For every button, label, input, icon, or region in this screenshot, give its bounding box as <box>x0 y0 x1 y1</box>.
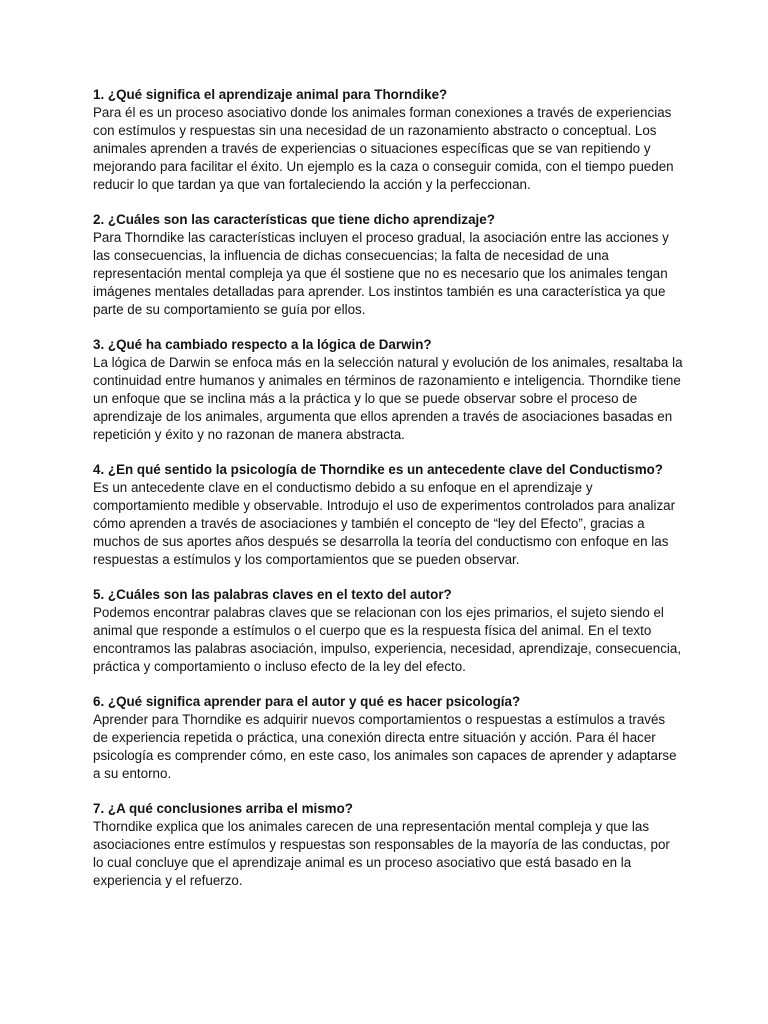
answer-2: Para Thorndike las características incluyen el proceso gradual, la asociación entre las acciones y las consecuencias, la influencia de dichas consecuencias; la falta de necesidad de una representación mental compleja ya que él sostiene que no es necesario que los animales tengan imágenes mentales detalladas para aprender. Los instintos también es una característica ya que parte de su comportamiento se guía por ellos. <box>93 230 669 317</box>
question-1: 1. ¿Qué significa el aprendizaje animal para Thorndike? <box>93 87 448 102</box>
question-6: 6. ¿Qué significa aprender para el autor y qué es hacer psicología? <box>93 694 521 709</box>
answer-1: Para él es un proceso asociativo donde los animales forman conexiones a través de experiencias con estímulos y respuestas sin una necesidad de un razonamiento abstracto o conceptual. Los animales aprenden a través de experiencias o situaciones específicas que se van repitiendo y mejorando para facilitar el éxito. Un ejemplo es la caza o conseguir comida, con el tiempo pueden reducir lo que tardan ya que van fortaleciendo la acción y la perfeccionan. <box>93 105 674 192</box>
qa-item-7 <box>93 800 683 890</box>
answer-5: Podemos encontrar palabras claves que se relacionan con los ejes primarios, el sujeto siendo el animal que responde a estímulos o el cuerpo que es la respuesta física del animal. En el texto encontramos las palabras asociación, impulso, experiencia, necesidad, aprendizaje, consecuencia, práctica y comportamiento o incluso efecto de la ley del efecto. <box>93 605 682 674</box>
qa-item-6 <box>93 693 683 783</box>
qa-item-2 <box>93 211 683 319</box>
document-body <box>93 86 683 907</box>
answer-4: Es un antecedente clave en el conductismo debido a su enfoque en el aprendizaje y comportamiento medible y observable. Introdujo el uso de experimentos controlados para analizar cómo aprenden a través de asociaciones y también el concepto de “ley del Efecto”, gracias a muchos de sus aportes años después se desarrolla la teoría del conductismo con enfoque en las respuestas a estímulos y los comportamientos que se pueden observar. <box>93 480 676 567</box>
question-4: 4. ¿En qué sentido la psicología de Thorndike es un antecedente clave del Conductismo? <box>93 462 663 477</box>
qa-item-1 <box>93 86 683 194</box>
answer-6: Aprender para Thorndike es adquirir nuevos comportamientos o respuestas a estímulos a través de experiencia repetida o práctica, una conexión directa entre situación y acción. Para él hacer psicología es comprender cómo, en este caso, los animales son capaces de aprender y adaptarse a su entorno. <box>93 712 677 781</box>
answer-7: Thorndike explica que los animales carecen de una representación mental compleja y que las asociaciones entre estímulos y respuestas son responsables de la mayoría de las conductas, por lo cual concluye que el aprendizaje animal es un proceso asociativo que está basado en la experiencia y el refuerzo. <box>93 819 670 888</box>
qa-item-3 <box>93 336 683 444</box>
qa-item-4 <box>93 461 683 569</box>
question-3: 3. ¿Qué ha cambiado respecto a la lógica de Darwin? <box>93 337 432 352</box>
question-7: 7. ¿A qué conclusiones arriba el mismo? <box>93 801 353 816</box>
answer-3: La lógica de Darwin se enfoca más en la selección natural y evolución de los animales, resaltaba la continuidad entre humanos y animales en términos de razonamiento e inteligencia. Thorndike tiene un enfoque que se inclina más a la práctica y lo que se puede observar sobre el proceso de aprendizaje de los animales, argumenta que ellos aprenden a través de asociaciones basadas en repetición y éxito y no razonan de manera abstracta. <box>93 355 683 442</box>
question-2: 2. ¿Cuáles son las características que tiene dicho aprendizaje? <box>93 212 495 227</box>
qa-item-5 <box>93 586 683 676</box>
question-5: 5. ¿Cuáles son las palabras claves en el texto del autor? <box>93 587 452 602</box>
